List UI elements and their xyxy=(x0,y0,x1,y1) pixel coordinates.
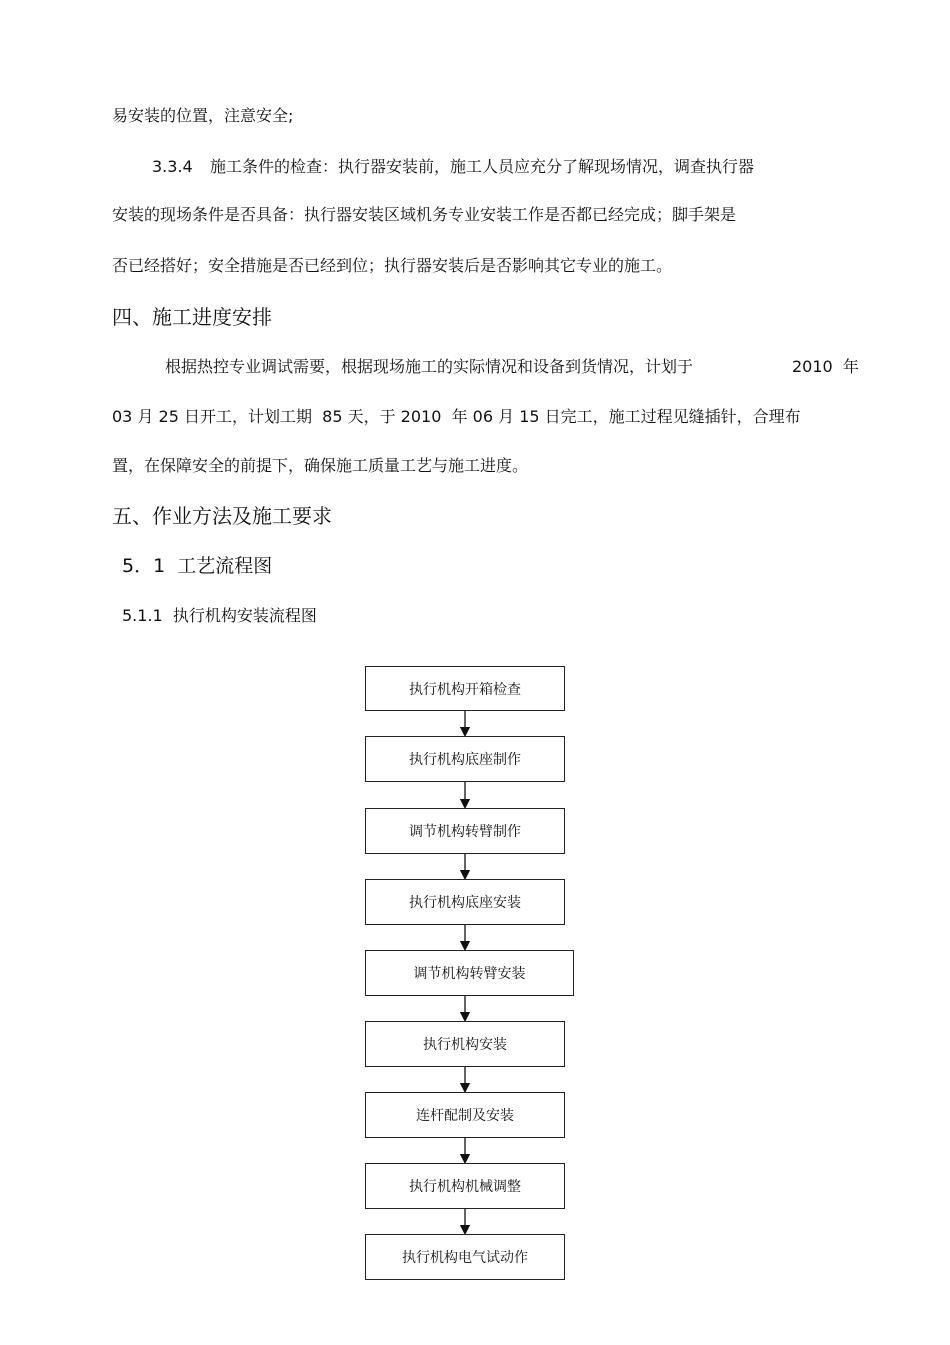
flow-step-5: 调节机构转臂安装 xyxy=(365,950,574,996)
flow-step-9: 执行机构电气试动作 xyxy=(365,1234,565,1280)
paragraph-line: 安装的现场条件是否具备：执行器安装区域机务专业安装工作是否都已经完成；脚手架是 xyxy=(112,205,737,224)
paragraph-line: 施工条件的检查：执行器安装前，施工人员应充分了解现场情况，调查执行器 xyxy=(210,157,755,176)
section-heading-5: 五、作业方法及施工要求 xyxy=(112,504,332,528)
section-number: 3.3.4 xyxy=(152,157,193,176)
paragraph-line: 根据热控专业调试需要，根据现场施工的实际情况和设备到货情况，计划于 xyxy=(165,357,694,376)
section-heading-4: 四、施工进度安排 xyxy=(112,305,272,329)
paragraph-line: 2010 年 xyxy=(792,357,859,376)
paragraph-line: 易安装的位置，注意安全; xyxy=(112,106,294,125)
flow-step-1: 执行机构开箱检查 xyxy=(365,666,565,711)
flow-step-6: 执行机构安装 xyxy=(365,1021,565,1067)
paragraph-line: 否已经搭好；安全措施是否已经到位；执行器安装后是否影响其它专业的施工。 xyxy=(112,256,673,275)
flow-step-7: 连杆配制及安装 xyxy=(365,1092,565,1138)
flow-step-3: 调节机构转臂制作 xyxy=(365,808,565,854)
paragraph-line: 置，在保障安全的前提下，确保施工质量工艺与施工进度。 xyxy=(112,456,529,475)
flow-step-4: 执行机构底座安装 xyxy=(365,879,565,925)
flow-step-8: 执行机构机械调整 xyxy=(365,1163,565,1209)
section-heading-5-1: 5．1 工艺流程图 xyxy=(122,555,273,577)
flow-step-2: 执行机构底座制作 xyxy=(365,736,565,782)
section-heading-5-1-1: 5.1.1 执行机构安装流程图 xyxy=(122,606,317,625)
paragraph-line: 03 月 25 日开工，计划工期 85 天，于 2010 年 06 月 15 日完工，施工过程见缝插针，合理布 xyxy=(112,407,801,426)
